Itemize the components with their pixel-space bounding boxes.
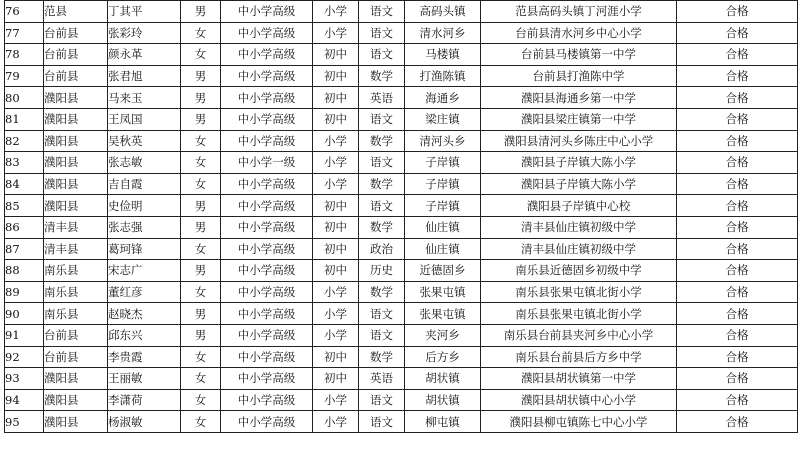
town-cell: 海通乡 — [405, 87, 481, 109]
name-cell: 王凤国 — [108, 108, 181, 130]
school-cell: 濮阳县胡状镇第一中学 — [481, 368, 677, 390]
title-cell: 中小学高级 — [221, 22, 313, 44]
name-cell: 吴秋英 — [108, 130, 181, 152]
name-cell: 张彩玲 — [108, 22, 181, 44]
subject-cell: 语文 — [359, 389, 405, 411]
table-row — [5, 260, 798, 282]
county-cell: 南乐县 — [44, 260, 108, 282]
subject-cell: 历史 — [359, 260, 405, 282]
county-cell: 台前县 — [44, 44, 108, 66]
row-number: 89 — [5, 281, 44, 303]
town-cell: 清河头乡 — [405, 130, 481, 152]
table-row — [5, 65, 798, 87]
school-level-cell: 小学 — [313, 303, 359, 325]
title-cell: 中小学高级 — [221, 303, 313, 325]
town-cell: 子岸镇 — [405, 173, 481, 195]
table-row — [5, 368, 798, 390]
row-number: 93 — [5, 368, 44, 390]
school-level-cell: 初中 — [313, 260, 359, 282]
result-cell: 合格 — [677, 22, 798, 44]
table-row — [5, 238, 798, 260]
name-cell: 张志强 — [108, 216, 181, 238]
school-level-cell: 小学 — [313, 389, 359, 411]
school-level-cell: 初中 — [313, 368, 359, 390]
town-cell: 梁庄镇 — [405, 108, 481, 130]
roster-body — [5, 1, 798, 433]
gender-cell: 女 — [181, 152, 221, 174]
county-cell: 濮阳县 — [44, 411, 108, 433]
gender-cell: 女 — [181, 346, 221, 368]
table-row — [5, 411, 798, 433]
subject-cell: 语文 — [359, 195, 405, 217]
gender-cell: 女 — [181, 389, 221, 411]
county-cell: 南乐县 — [44, 281, 108, 303]
town-cell: 清水河乡 — [405, 22, 481, 44]
town-cell: 后方乡 — [405, 346, 481, 368]
title-cell: 中小学高级 — [221, 1, 313, 23]
school-cell: 濮阳县梁庄镇第一中学 — [481, 108, 677, 130]
result-cell: 合格 — [677, 87, 798, 109]
table-row — [5, 324, 798, 346]
title-cell: 中小学高级 — [221, 260, 313, 282]
gender-cell: 女 — [181, 130, 221, 152]
subject-cell: 语文 — [359, 44, 405, 66]
table-row — [5, 281, 798, 303]
name-cell: 杨淑敏 — [108, 411, 181, 433]
gender-cell: 女 — [181, 173, 221, 195]
name-cell: 邱东兴 — [108, 324, 181, 346]
school-cell: 濮阳县柳屯镇陈七中心小学 — [481, 411, 677, 433]
school-level-cell: 小学 — [313, 22, 359, 44]
table-row — [5, 389, 798, 411]
school-level-cell: 初中 — [313, 65, 359, 87]
gender-cell: 女 — [181, 22, 221, 44]
school-cell: 台前县马楼镇第一中学 — [481, 44, 677, 66]
name-cell: 吉自霞 — [108, 173, 181, 195]
title-cell: 中小学一级 — [221, 152, 313, 174]
name-cell: 张志敏 — [108, 152, 181, 174]
row-number: 86 — [5, 216, 44, 238]
gender-cell: 女 — [181, 368, 221, 390]
town-cell: 近德固乡 — [405, 260, 481, 282]
county-cell: 濮阳县 — [44, 87, 108, 109]
town-cell: 高码头镇 — [405, 1, 481, 23]
title-cell: 中小学高级 — [221, 411, 313, 433]
school-level-cell: 小学 — [313, 324, 359, 346]
subject-cell: 语文 — [359, 303, 405, 325]
school-cell: 濮阳县清河头乡陈庄中心小学 — [481, 130, 677, 152]
name-cell: 史俭明 — [108, 195, 181, 217]
title-cell: 中小学高级 — [221, 216, 313, 238]
school-level-cell: 初中 — [313, 216, 359, 238]
county-cell: 濮阳县 — [44, 368, 108, 390]
gender-cell: 男 — [181, 108, 221, 130]
county-cell: 台前县 — [44, 324, 108, 346]
table-row — [5, 130, 798, 152]
town-cell: 仙庄镇 — [405, 238, 481, 260]
county-cell: 台前县 — [44, 22, 108, 44]
gender-cell: 女 — [181, 238, 221, 260]
gender-cell: 女 — [181, 281, 221, 303]
title-cell: 中小学高级 — [221, 44, 313, 66]
gender-cell: 男 — [181, 260, 221, 282]
table-row — [5, 195, 798, 217]
school-cell: 濮阳县海通乡第一中学 — [481, 87, 677, 109]
name-cell: 董红彦 — [108, 281, 181, 303]
subject-cell: 数学 — [359, 346, 405, 368]
row-number: 76 — [5, 1, 44, 23]
town-cell: 张果屯镇 — [405, 281, 481, 303]
title-cell: 中小学高级 — [221, 108, 313, 130]
teacher-roster-table — [4, 0, 798, 433]
name-cell: 赵晓杰 — [108, 303, 181, 325]
result-cell: 合格 — [677, 173, 798, 195]
result-cell: 合格 — [677, 130, 798, 152]
subject-cell: 英语 — [359, 87, 405, 109]
name-cell: 王丽敏 — [108, 368, 181, 390]
title-cell: 中小学高级 — [221, 281, 313, 303]
county-cell: 清丰县 — [44, 238, 108, 260]
gender-cell: 女 — [181, 44, 221, 66]
row-number: 79 — [5, 65, 44, 87]
result-cell: 合格 — [677, 281, 798, 303]
town-cell: 柳屯镇 — [405, 411, 481, 433]
result-cell: 合格 — [677, 152, 798, 174]
town-cell: 打渔陈镇 — [405, 65, 481, 87]
school-cell: 台前县打渔陈中学 — [481, 65, 677, 87]
title-cell: 中小学高级 — [221, 324, 313, 346]
school-level-cell: 小学 — [313, 411, 359, 433]
result-cell: 合格 — [677, 44, 798, 66]
subject-cell: 政治 — [359, 238, 405, 260]
county-cell: 台前县 — [44, 65, 108, 87]
school-cell: 濮阳县子岸镇大陈小学 — [481, 173, 677, 195]
town-cell: 胡状镇 — [405, 368, 481, 390]
row-number: 77 — [5, 22, 44, 44]
title-cell: 中小学高级 — [221, 368, 313, 390]
result-cell: 合格 — [677, 368, 798, 390]
school-cell: 南乐县台前县夹河乡中心小学 — [481, 324, 677, 346]
school-level-cell: 初中 — [313, 238, 359, 260]
county-cell: 台前县 — [44, 346, 108, 368]
table-row — [5, 152, 798, 174]
school-cell: 清丰县仙庄镇初级中学 — [481, 238, 677, 260]
name-cell: 马来玉 — [108, 87, 181, 109]
row-number: 88 — [5, 260, 44, 282]
subject-cell: 语文 — [359, 22, 405, 44]
school-cell: 濮阳县胡状镇中心小学 — [481, 389, 677, 411]
subject-cell: 语文 — [359, 108, 405, 130]
school-cell: 濮阳县子岸镇大陈小学 — [481, 152, 677, 174]
county-cell: 清丰县 — [44, 216, 108, 238]
title-cell: 中小学高级 — [221, 195, 313, 217]
subject-cell: 语文 — [359, 152, 405, 174]
subject-cell: 数学 — [359, 173, 405, 195]
table-row — [5, 108, 798, 130]
school-cell: 清丰县仙庄镇初级中学 — [481, 216, 677, 238]
table-row — [5, 303, 798, 325]
school-cell: 南乐县张果屯镇北街小学 — [481, 281, 677, 303]
school-level-cell: 小学 — [313, 152, 359, 174]
row-number: 82 — [5, 130, 44, 152]
result-cell: 合格 — [677, 303, 798, 325]
result-cell: 合格 — [677, 238, 798, 260]
table-row — [5, 1, 798, 23]
name-cell: 葛珂锋 — [108, 238, 181, 260]
county-cell: 濮阳县 — [44, 195, 108, 217]
result-cell: 合格 — [677, 411, 798, 433]
result-cell: 合格 — [677, 389, 798, 411]
result-cell: 合格 — [677, 324, 798, 346]
gender-cell: 女 — [181, 411, 221, 433]
county-cell: 范县 — [44, 1, 108, 23]
row-number: 94 — [5, 389, 44, 411]
table-row — [5, 22, 798, 44]
gender-cell: 男 — [181, 65, 221, 87]
subject-cell: 语文 — [359, 324, 405, 346]
town-cell: 仙庄镇 — [405, 216, 481, 238]
name-cell: 李贵霞 — [108, 346, 181, 368]
school-cell: 南乐县台前县后方乡中学 — [481, 346, 677, 368]
subject-cell: 数学 — [359, 65, 405, 87]
school-level-cell: 小学 — [313, 173, 359, 195]
county-cell: 濮阳县 — [44, 173, 108, 195]
table-row — [5, 216, 798, 238]
title-cell: 中小学高级 — [221, 173, 313, 195]
county-cell: 濮阳县 — [44, 130, 108, 152]
title-cell: 中小学高级 — [221, 87, 313, 109]
title-cell: 中小学高级 — [221, 389, 313, 411]
county-cell: 濮阳县 — [44, 152, 108, 174]
table-row — [5, 173, 798, 195]
name-cell: 颜永革 — [108, 44, 181, 66]
row-number: 81 — [5, 108, 44, 130]
subject-cell: 数学 — [359, 216, 405, 238]
county-cell: 濮阳县 — [44, 389, 108, 411]
gender-cell: 男 — [181, 324, 221, 346]
row-number: 95 — [5, 411, 44, 433]
name-cell: 张君旭 — [108, 65, 181, 87]
gender-cell: 男 — [181, 303, 221, 325]
subject-cell: 英语 — [359, 368, 405, 390]
title-cell: 中小学高级 — [221, 130, 313, 152]
name-cell: 丁其平 — [108, 1, 181, 23]
school-level-cell: 初中 — [313, 346, 359, 368]
school-cell: 台前县清水河乡中心小学 — [481, 22, 677, 44]
name-cell: 李潇荷 — [108, 389, 181, 411]
table-row — [5, 44, 798, 66]
school-level-cell: 小学 — [313, 1, 359, 23]
subject-cell: 语文 — [359, 411, 405, 433]
row-number: 91 — [5, 324, 44, 346]
gender-cell: 男 — [181, 87, 221, 109]
result-cell: 合格 — [677, 108, 798, 130]
title-cell: 中小学高级 — [221, 65, 313, 87]
county-cell: 南乐县 — [44, 303, 108, 325]
school-level-cell: 小学 — [313, 130, 359, 152]
school-level-cell: 初中 — [313, 108, 359, 130]
row-number: 83 — [5, 152, 44, 174]
table-row — [5, 346, 798, 368]
table-row — [5, 87, 798, 109]
town-cell: 子岸镇 — [405, 152, 481, 174]
row-number: 87 — [5, 238, 44, 260]
result-cell: 合格 — [677, 65, 798, 87]
result-cell: 合格 — [677, 1, 798, 23]
row-number: 90 — [5, 303, 44, 325]
gender-cell: 男 — [181, 1, 221, 23]
gender-cell: 男 — [181, 195, 221, 217]
school-level-cell: 初中 — [313, 44, 359, 66]
row-number: 80 — [5, 87, 44, 109]
school-level-cell: 小学 — [313, 281, 359, 303]
title-cell: 中小学高级 — [221, 238, 313, 260]
town-cell: 胡状镇 — [405, 389, 481, 411]
school-level-cell: 初中 — [313, 195, 359, 217]
name-cell: 宋志广 — [108, 260, 181, 282]
row-number: 85 — [5, 195, 44, 217]
school-cell: 范县高码头镇丁河涯小学 — [481, 1, 677, 23]
row-number: 84 — [5, 173, 44, 195]
row-number: 78 — [5, 44, 44, 66]
county-cell: 濮阳县 — [44, 108, 108, 130]
school-cell: 南乐县张果屯镇北街小学 — [481, 303, 677, 325]
town-cell: 马楼镇 — [405, 44, 481, 66]
result-cell: 合格 — [677, 260, 798, 282]
subject-cell: 数学 — [359, 130, 405, 152]
title-cell: 中小学高级 — [221, 346, 313, 368]
town-cell: 夹河乡 — [405, 324, 481, 346]
gender-cell: 男 — [181, 216, 221, 238]
result-cell: 合格 — [677, 195, 798, 217]
town-cell: 子岸镇 — [405, 195, 481, 217]
result-cell: 合格 — [677, 346, 798, 368]
row-number: 92 — [5, 346, 44, 368]
school-cell: 濮阳县子岸镇中心校 — [481, 195, 677, 217]
school-cell: 南乐县近德固乡初级中学 — [481, 260, 677, 282]
town-cell: 张果屯镇 — [405, 303, 481, 325]
school-level-cell: 初中 — [313, 87, 359, 109]
subject-cell: 数学 — [359, 281, 405, 303]
subject-cell: 语文 — [359, 1, 405, 23]
result-cell: 合格 — [677, 216, 798, 238]
